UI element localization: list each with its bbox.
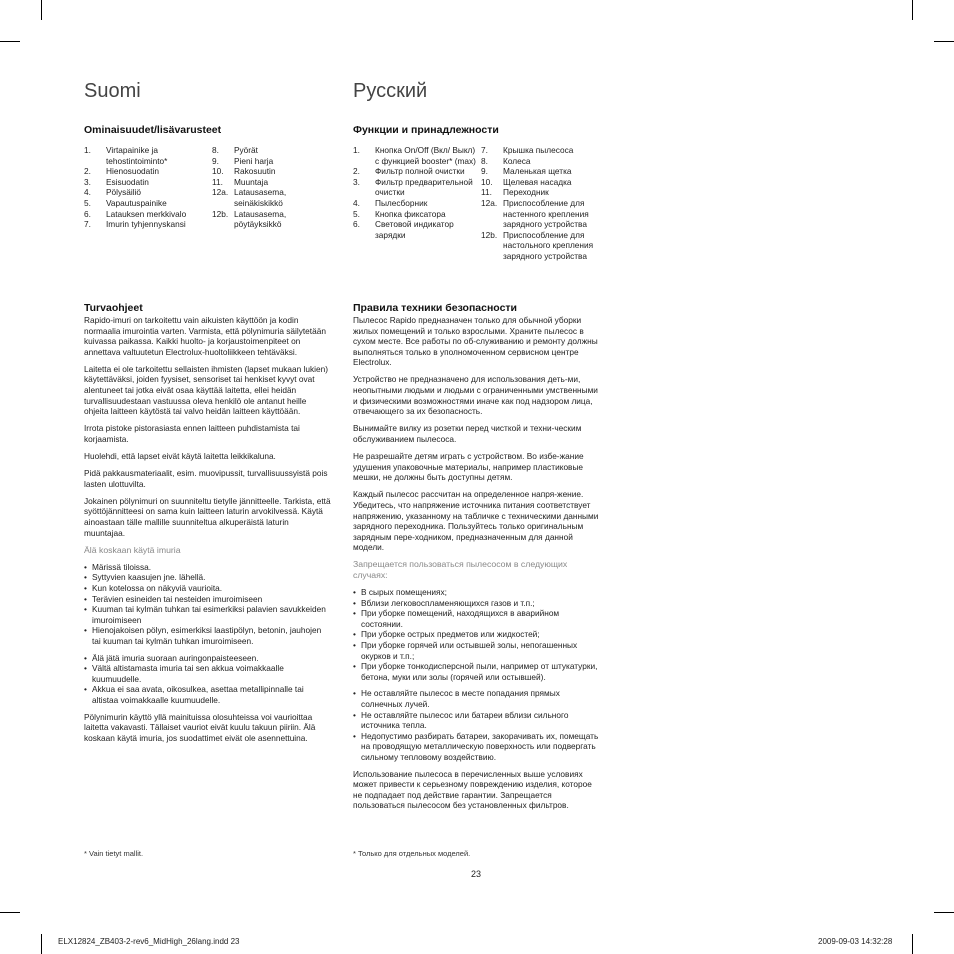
bullet-text: При уборке горячей или остывшей золы, непогашенных окурков и т.п.;: [361, 640, 578, 661]
features-list-russian-right: [481, 145, 603, 262]
safety-heading-russian: Правила техники безопасности: [353, 302, 518, 314]
safety-paragraph: Каждый пылесос рассчитан на определенное напря-жение. Убедитесь, что напряжение источника питания соответствует напряжению, указанному на табличке с техническими данными зарядного переходника. Пользуйтесь только оригинальным зарядным пере-ходником, предназначенным для данной модели.: [353, 489, 599, 553]
feature-label: Vapautuspainike: [106, 197, 167, 208]
bullet-text: Syttyvien kaasujen jne. lähellä.: [92, 572, 206, 583]
feature-label: Маленькая щетка: [503, 166, 572, 177]
feature-number: 6.: [353, 219, 360, 230]
bullet-item: [353, 661, 601, 682]
feature-label: Пылесборник: [375, 197, 428, 208]
feature-label: Imurin tyhjennyskansi: [106, 219, 186, 230]
feature-label: Кнопка On/Off (Вкл/ Выкл) с функцией booster* (max): [375, 145, 476, 166]
feature-number: 8.: [212, 145, 219, 155]
features-heading-finnish: Ominaisuudet/lisävarusteet: [84, 124, 222, 136]
feature-number: 7.: [481, 145, 488, 155]
page-number: 23: [471, 869, 482, 879]
safety-paragraphs: [353, 315, 601, 553]
bullet-item: [84, 583, 332, 594]
feature-number: 6.: [84, 208, 91, 219]
feature-label: Muuntaja: [234, 176, 269, 187]
bullet-icon: •: [353, 709, 356, 720]
feature-item: [353, 209, 477, 220]
bullet-icon: •: [84, 663, 87, 674]
bullet-item: [353, 731, 601, 763]
feature-number: 9.: [212, 155, 219, 166]
feature-item: [212, 177, 322, 188]
feature-number: 1.: [84, 145, 91, 155]
closing-paragraph-finnish: Pölynimurin käyttö yllä mainituissa olosuhteissa voi vaurioittaa laitetta vakavasti. Tällaiset vauriot eivät kuulu takuun piiriin. Älä koskaan käytä imuria, jos suodattimet eivät ole asennettuina.: [84, 711, 316, 743]
feature-item: [481, 198, 603, 230]
feature-label: Фильтр полной очистки: [375, 166, 465, 177]
bullet-item: [84, 653, 332, 664]
feature-number: 11.: [212, 176, 223, 187]
crop-mark: [41, 934, 42, 954]
bullet-icon: •: [84, 572, 87, 583]
feature-label: Световой индикатор зарядки: [375, 219, 454, 240]
feature-item: [84, 209, 208, 220]
safety-paragraphs: [84, 315, 332, 538]
feature-item: [212, 187, 322, 208]
feature-number: 8.: [481, 155, 488, 166]
bullet-text: Terävien esineiden tai nesteiden imuroimiseen: [92, 593, 263, 604]
bullet-icon: •: [353, 730, 356, 741]
footnote-finnish: * Vain tietyt mallit.: [84, 849, 144, 858]
feature-item: [84, 219, 208, 230]
feature-item: [353, 198, 477, 209]
bullet-text: Недопустимо разбирать батареи, закорачивать их, помещать на проводящую металлическую поверхность или подвергать сильному тепловому воздействию.: [361, 730, 599, 762]
feature-label: Rakosuutin: [234, 166, 276, 177]
warning-list-russian: [353, 688, 601, 762]
bullet-icon: •: [84, 593, 87, 604]
feature-label: Latausasema, seinäkiskikkö: [234, 187, 287, 208]
feature-item: [481, 145, 603, 156]
feature-item: [212, 209, 322, 230]
feature-label: Pieni harja: [234, 155, 274, 166]
feature-number: 10.: [481, 176, 493, 187]
crop-mark: [934, 912, 954, 913]
feature-label: Приспособление для настенного крепления зарядного устройства: [503, 197, 589, 230]
bullet-text: Älä jätä imuria suoraan auringonpaisteeseen.: [92, 652, 259, 663]
features-list-finnish-left: [84, 145, 208, 230]
feature-label: Hienosuodatin: [106, 166, 160, 177]
bullet-item: [353, 640, 601, 661]
feature-number: 3.: [84, 176, 91, 187]
bullet-item: [353, 608, 601, 629]
safety-paragraph: Laitetta ei ole tarkoitettu sellaisten ihmisten (lapset mukaan lukien) käytettäväksi, joiden fyysiset, sensoriset tai henkiset kyvyt ovat alentuneet tai jotka eivät osaa käyttää laitetta, ellei heidän turvallisuudestaan vastuussa oleva henkilö ole antanut heille ohjeita laitteen käytöstä tai valvo heidän laitteen käyttöään.: [84, 363, 328, 417]
bullet-text: Vältä altistamasta imuria tai sen akkua voimakkaalle kuumuudelle.: [92, 663, 284, 684]
feature-number: 4.: [84, 187, 91, 198]
footnote-russian: * Только для отдельных моделей.: [353, 849, 471, 858]
feature-label: Переходник: [503, 187, 549, 198]
feature-label: Latausasema, pöytäyksikkö: [234, 208, 287, 230]
safety-heading-finnish: Turvaohjeet: [84, 302, 143, 314]
feature-number: 12a.: [481, 197, 498, 208]
bullet-text: Не оставляйте пылесос в месте попадания прямых солнечных лучей.: [361, 688, 560, 709]
bullet-item: [353, 629, 601, 640]
safety-paragraph: Вынимайте вилку из розетки перед чисткой и техни-ческим обслуживанием пылесоса.: [353, 423, 582, 444]
safety-paragraph: Huolehdi, että lapset eivät käytä laitetta leikkikaluna.: [84, 451, 276, 462]
bullet-text: Kuuman tai kylmän tuhkan tai esimerkiksi palavien savukkeiden imuroimiseen: [92, 604, 326, 625]
bullet-item: [84, 604, 332, 625]
bullet-item: [353, 587, 601, 598]
feature-label: Pölysäiliö: [106, 187, 142, 198]
bullet-item: [84, 562, 332, 573]
slug-timestamp: 2009-09-03 14:32:28: [818, 937, 893, 946]
feature-item: [84, 187, 208, 198]
bullet-icon: •: [353, 608, 356, 619]
crop-mark: [934, 41, 954, 42]
feature-number: 12b.: [481, 229, 498, 240]
feature-item: [481, 187, 603, 198]
safety-paragraph: Jokainen pölynimuri on suunniteltu tietylle jännitteelle. Tarkista, että syöttöjännitteesi on sama kuin laitteen laturin arvokilvessä. Käytä ainoastaan tälle mallille suunniteltua alkuperäistä laturin muuntajaa.: [84, 495, 331, 538]
safety-body-russian: [353, 315, 601, 817]
feature-label: Esisuodatin: [106, 176, 149, 187]
feature-item: [353, 166, 477, 177]
feature-number: 4.: [353, 197, 360, 208]
feature-item: [481, 177, 603, 188]
feature-number: 10.: [212, 166, 224, 177]
never-use-heading-finnish: Älä koskaan käytä imuria: [84, 544, 181, 555]
feature-item: [84, 166, 208, 177]
bullet-text: В сырых помещениях;: [361, 587, 447, 598]
feature-item: [84, 198, 208, 209]
feature-number: 5.: [84, 197, 91, 208]
features-list-russian-left: [353, 145, 477, 240]
bullet-icon: •: [353, 688, 356, 699]
bullet-text: Kun kotelossa on näkyviä vaurioita.: [92, 582, 223, 593]
slug-file-info: ELX12824_ZB403-2-rev6_MidHigh_26lang.indd 23: [58, 937, 240, 946]
feature-number: 11.: [481, 187, 492, 198]
bullet-icon: •: [84, 561, 87, 572]
feature-item: [481, 166, 603, 177]
never-use-heading-russian: Запрещается пользоваться пылесосом в следующих случаях:: [353, 559, 568, 580]
feature-label: Приспособление для настольного крепления зарядного устройства: [503, 229, 594, 261]
bullet-item: [84, 684, 332, 705]
bullet-icon: •: [84, 652, 87, 663]
bullet-icon: •: [84, 684, 87, 695]
page-title-finnish: Suomi: [84, 80, 141, 102]
safety-body-finnish: [84, 315, 332, 750]
bullet-text: Вблизи легковоспламеняющихся газов и т.п.;: [361, 597, 535, 608]
features-list-finnish-right: [212, 145, 322, 230]
bullet-icon: •: [353, 661, 356, 672]
safety-paragraph: Пылесос Rapido предназначен только для обычной уборки жилых помещений и только взрослыми. Храните пылесос в сухом месте. Все работы по об-служиванию и ремонту должны выполняться только в уполномоченном сервисном центре Electrolux.: [353, 315, 598, 368]
bullet-icon: •: [353, 597, 356, 608]
feature-label: Virtapainike ja tehostintoiminto*: [106, 145, 168, 166]
crop-mark: [912, 0, 913, 20]
feature-label: Щелевая насадка: [503, 176, 572, 187]
never-use-list-russian: [353, 587, 601, 682]
bullet-text: При уборке помещений, находящихся в аварийном состоянии.: [361, 608, 560, 629]
crop-mark: [912, 934, 913, 954]
feature-label: Колеса: [503, 155, 531, 166]
feature-number: 1.: [353, 145, 360, 155]
bullet-item: [353, 688, 601, 709]
feature-number: 2.: [353, 166, 360, 177]
safety-paragraph: Irrota pistoke pistorasiasta ennen laitteen puhdistamista tai korjaamista.: [84, 423, 300, 444]
warning-list-finnish: [84, 653, 332, 706]
feature-item: [481, 156, 603, 167]
feature-label: Фильтр предварительной очистки: [375, 176, 473, 198]
bullet-text: Hienojakoisen pölyn, esimerkiksi laastipölyn, betonin, jauhojen tai kuuman tai kylmän tuhkan imuroimiseen.: [92, 625, 322, 646]
closing-paragraph-russian: Использование пылесоса в перечисленных выше условиях может привести к серьезному повреждению изделия, которое не подпадает под действие гарантии. Запрещается пользоваться пылесосом без установленных фильтров.: [353, 768, 592, 811]
feature-number: 12a.: [212, 187, 229, 198]
bullet-icon: •: [353, 629, 356, 640]
feature-number: 2.: [84, 166, 91, 177]
crop-mark: [0, 41, 20, 42]
feature-item: [353, 177, 477, 198]
bullet-item: [84, 572, 332, 583]
bullet-item: [84, 594, 332, 605]
bullet-icon: •: [353, 587, 356, 598]
bullet-text: Akkua ei saa avata, oikosulkea, asettaa metallipinnalle tai altistaa voimakkaalle kuumuudelle.: [92, 684, 304, 705]
bullet-text: При уборке тонкодисперсной пыли, например от штукатурки, бетона, муки или золы (горячей или остывшей).: [361, 661, 598, 682]
feature-item: [212, 156, 322, 167]
bullet-item: [353, 598, 601, 609]
feature-number: 7.: [84, 219, 91, 230]
feature-label: Крышка пылесоса: [503, 145, 574, 155]
crop-mark: [41, 0, 42, 20]
feature-item: [84, 177, 208, 188]
feature-item: [353, 219, 477, 240]
feature-item: [212, 166, 322, 177]
crop-mark: [0, 912, 20, 913]
bullet-text: При уборке острых предметов или жидкостей;: [361, 629, 540, 640]
feature-label: Кнопка фиксатора: [375, 208, 446, 219]
bullet-text: Не оставляйте пылесос или батареи вблизи сильного источника тепла.: [361, 709, 569, 731]
feature-item: [212, 145, 322, 156]
feature-number: 12b.: [212, 208, 229, 219]
safety-paragraph: Не разрешайте детям играть с устройством. Во избе-жание удушения упаковочные материалы, например пластиковые мешки, не должны быть доступны детям.: [353, 451, 584, 483]
safety-paragraph: Устройство не предназначено для использования деть-ми, неопытными людьми и людьми с ограниченными умственными и физическими возможностями иначе как под надзором лица, отвечающего за их безопасность.: [353, 374, 598, 417]
bullet-item: [353, 710, 601, 731]
safety-paragraph: Rapido-imuri on tarkoitettu vain aikuisten käyttöön ja kodin normaalia imurointia varten. Varmista, että pölynimuria säilytetään kuivassa paikassa. Kaikki huolto- ja korjaustoimenpiteet on annettava valtuutetun Electrolux-huoltoliikkeen tehtäväksi.: [84, 315, 326, 357]
bullet-icon: •: [84, 604, 87, 615]
safety-paragraph: Pidä pakkausmateriaalit, esim. muovipussit, turvallisuussyistä pois lasten ulottuvilta.: [84, 468, 328, 489]
feature-number: 5.: [353, 208, 360, 219]
feature-item: [353, 145, 477, 166]
bullet-icon: •: [84, 582, 87, 593]
bullet-item: [84, 663, 332, 684]
feature-label: Pyörät: [234, 145, 258, 155]
feature-number: 9.: [481, 166, 488, 177]
feature-label: Latauksen merkkivalo: [106, 208, 187, 219]
feature-item: [481, 230, 603, 262]
bullet-icon: •: [353, 640, 356, 651]
bullet-item: [84, 625, 332, 646]
page-title-russian: Русский: [353, 80, 428, 102]
bullet-icon: •: [84, 625, 87, 636]
bullet-text: Märissä tiloissa.: [92, 561, 152, 572]
features-heading-russian: Функции и принадлежности: [353, 124, 499, 136]
feature-item: [84, 145, 208, 166]
feature-number: 3.: [353, 176, 360, 187]
never-use-list-finnish: [84, 562, 332, 647]
